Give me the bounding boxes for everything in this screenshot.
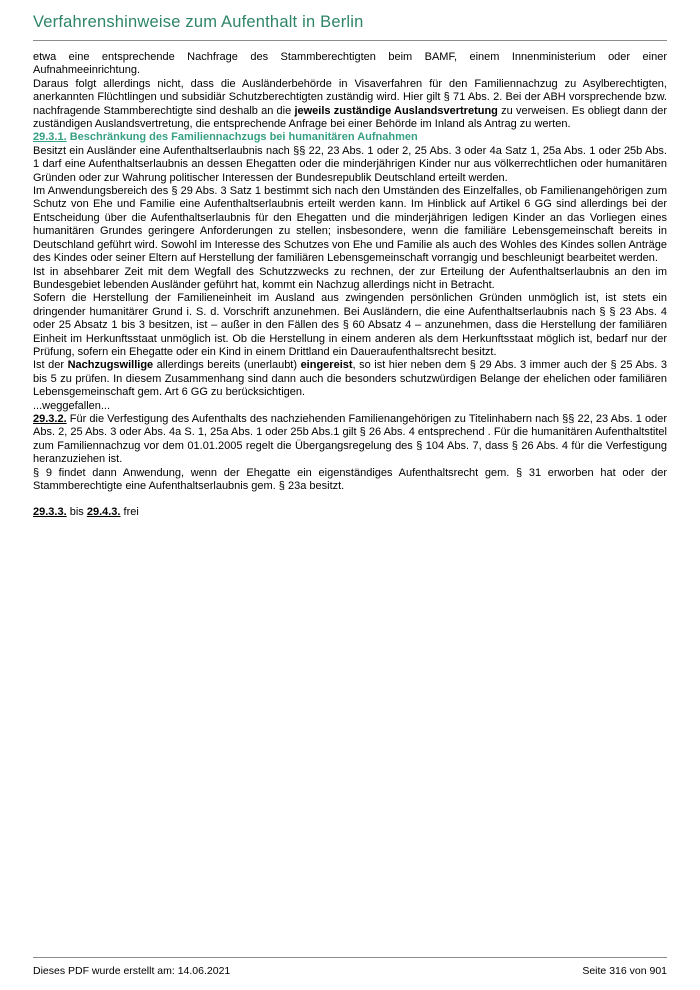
section-number: 29.4.3. xyxy=(86,506,121,519)
text-segment-bold: Nachzugswillige xyxy=(67,359,154,372)
section-number: 29.3.3. xyxy=(33,506,67,519)
paragraph-besitzt: Besitzt ein Ausländer eine Aufenthaltserlaubnis nach §§ 22, 23 Abs. 1 oder 2, 25 Abs. 3 oder 4a Satz 1, 25a Abs. 1 oder 25b Abs. 1 darf eine Aufenthaltserlaubnis an dessen Ehegatten oder die minderjährigen Kinder nur aus völkerrechtlichen oder humanitären Gründen oder zur Wahrung politischer Interessen der Bundesrepublik Deutschland erteilt werden. xyxy=(33,144,667,184)
text-segment: Ist der xyxy=(33,359,68,372)
text-segment: bis xyxy=(66,506,87,519)
text-segment-bold: jeweils zuständige Auslandsvertretung xyxy=(294,104,498,117)
text-segment: , so ist hier neben dem § 29 Abs. 3 immer auch der § 25 Abs. 3 bis 5 zu prüfen. In diesem Zusammenhang sind dann auch die besonders schutzwürdigen Belange der ehelichen oder familiären Lebensgemeinschaft gem. Art 6 GG zu berücksichtigen. xyxy=(33,359,668,399)
paragraph-familieneinheit: Sofern die Herstellung der Familieneinheit im Ausland aus zwingenden persönlichen Gründen unmöglich ist, ist stets ein dringender humanitärer Grund i. S. d. Vorschrift anzunehmen. Bei Ausländern, die eine Aufenthaltserlaubnis nach § § 23 Abs. 4 oder 25 Absatz 1 bis 3 besitzen, ist – außer in den Fällen des § 60 Absatz 4 – anzunehmen, dass die Herstellung der familiären Einheit im Herkunftsstaat unmöglich ist. Ob die Herstellung in einem anderen als dem Herkunftsstaat möglich ist, bedarf nur der Prüfung, sofern ein Ehegatte oder ein Kind in einem Drittland ein Daueraufenthaltsrecht besitzt. xyxy=(33,292,667,358)
text-segment: allerdings bereits (unerlaubt) xyxy=(153,359,301,372)
paragraph-anwendungsbereich: Im Anwendungsbereich des § 29 Abs. 3 Satz 1 bestimmt sich nach den Umständen des Einzelfalles, ob Familienangehörigen zum Schutz von Ehe und Familie eine Aufenthaltserlaubnis erteilt werden kann. Im Hinblick auf Artikel 6 GG sind allerdings bei der Entscheidung über die Aufenthaltserlaubnis für den Ehegatten und die minderjährigen ledigen Kinder an das Vorliegen eines humanitären Grundes geringere Anforderungen zu stellen; insbesondere, wenn die familiäre Lebensgemeinschaft bereits in Deutschland geführt wird. Sowohl im Interesse des Schutzes von Ehe und Familie als auch des Wohles des Kindes sollen Anträge des Kindes oder seiner Eltern auf Herstellung der familiären Lebensgemeinschaft vorrangig und beschleunigt bearbeitet werden. xyxy=(33,185,667,265)
text-segment: Daraus folgt allerdings nicht, dass die Ausländerbehörde in Visaverfahren für den Familiennachzug zu Asylberechtigten, anerkannten Flüchtlingen und subsidiär Schutzberechtigten zuständig wird. Hier gilt § 71 Abs. 2. Bei der ABH vorsprechende bzw. nachfragende Stammberechtigte sind deshalb an die xyxy=(33,77,667,117)
paragraph-weggefallen: ...weggefallen... xyxy=(33,399,111,412)
text-segment: frei xyxy=(120,506,139,519)
section-number: 29.3.1. xyxy=(33,131,67,144)
document-body xyxy=(33,51,667,520)
paragraph-visaverfahren xyxy=(33,78,667,132)
paragraph-wegfall-schutzzweck: Ist in absehbarer Zeit mit dem Wegfall des Schutzzwecks zu rechnen, der zur Erteilung der Aufenthaltserlaubnis an den im Bundesgebiet lebenden Ausländer geführt hat, kommt ein Nachzug allerdings nicht in Betracht. xyxy=(33,265,667,291)
paragraph-frei xyxy=(33,506,667,519)
paragraph-nachzugswillige xyxy=(33,359,667,399)
text-segment: zu verweisen. Es obliegt dann der zuständigen Auslandsvertretung, die entsprechende Anfrage bei einer Behörde im Inland als Antrag zu werten. xyxy=(33,104,667,131)
footer-row xyxy=(33,965,667,977)
page-title: Verfahrenshinweise zum Aufenthalt in Berlin xyxy=(33,13,364,31)
page-footer xyxy=(33,957,667,977)
section-title-text: Beschränkung des Familiennachzugs bei humanitären Aufnahmen xyxy=(66,131,418,144)
footer-divider xyxy=(33,957,667,958)
section-heading-29-3-1 xyxy=(33,131,667,144)
text-segment-bold: eingereist xyxy=(300,359,353,372)
footer-created-date: Dieses PDF wurde erstellt am: 14.06.2021 xyxy=(33,965,231,977)
paragraph-intro: etwa eine entsprechende Nachfrage des Stammberechtigten beim BAMF, einem Innenministerium oder einer Aufnahmeeinrichtung. xyxy=(33,51,667,77)
section-number: 29.3.2. xyxy=(33,412,67,425)
paragraph-29-3-2 xyxy=(33,413,667,467)
title-divider xyxy=(33,40,667,41)
paragraph-par9-anwendung: § 9 findet dann Anwendung, wenn der Ehegatte ein eigenständiges Aufenthaltsrecht gem. § 31 erworben hat oder der Stammberechtigte eine Aufenthaltserlaubnis gem. § 23a besitzt. xyxy=(33,466,667,492)
footer-page-number: Seite 316 von 901 xyxy=(582,965,667,977)
text-segment: Für die Verfestigung des Aufenthalts des nachziehenden Familienangehörigen zu Titelinhabern nach §§ 22, 23 Abs. 1 oder Abs. 2, 25 Abs. 3 oder Abs. 4a S. 1, 25a Abs. 1 oder 25b Abs.1 gilt § 26 Abs. 4 entsprechend . Für die humanitären Aufenthaltstitel zum Familiennachzug vor dem 01.01.2005 regelt die Übergangsregelung des § 104 Abs. 7, dass § 26 Abs. 4 für die Verfestigung heranzuziehen ist. xyxy=(33,412,667,466)
